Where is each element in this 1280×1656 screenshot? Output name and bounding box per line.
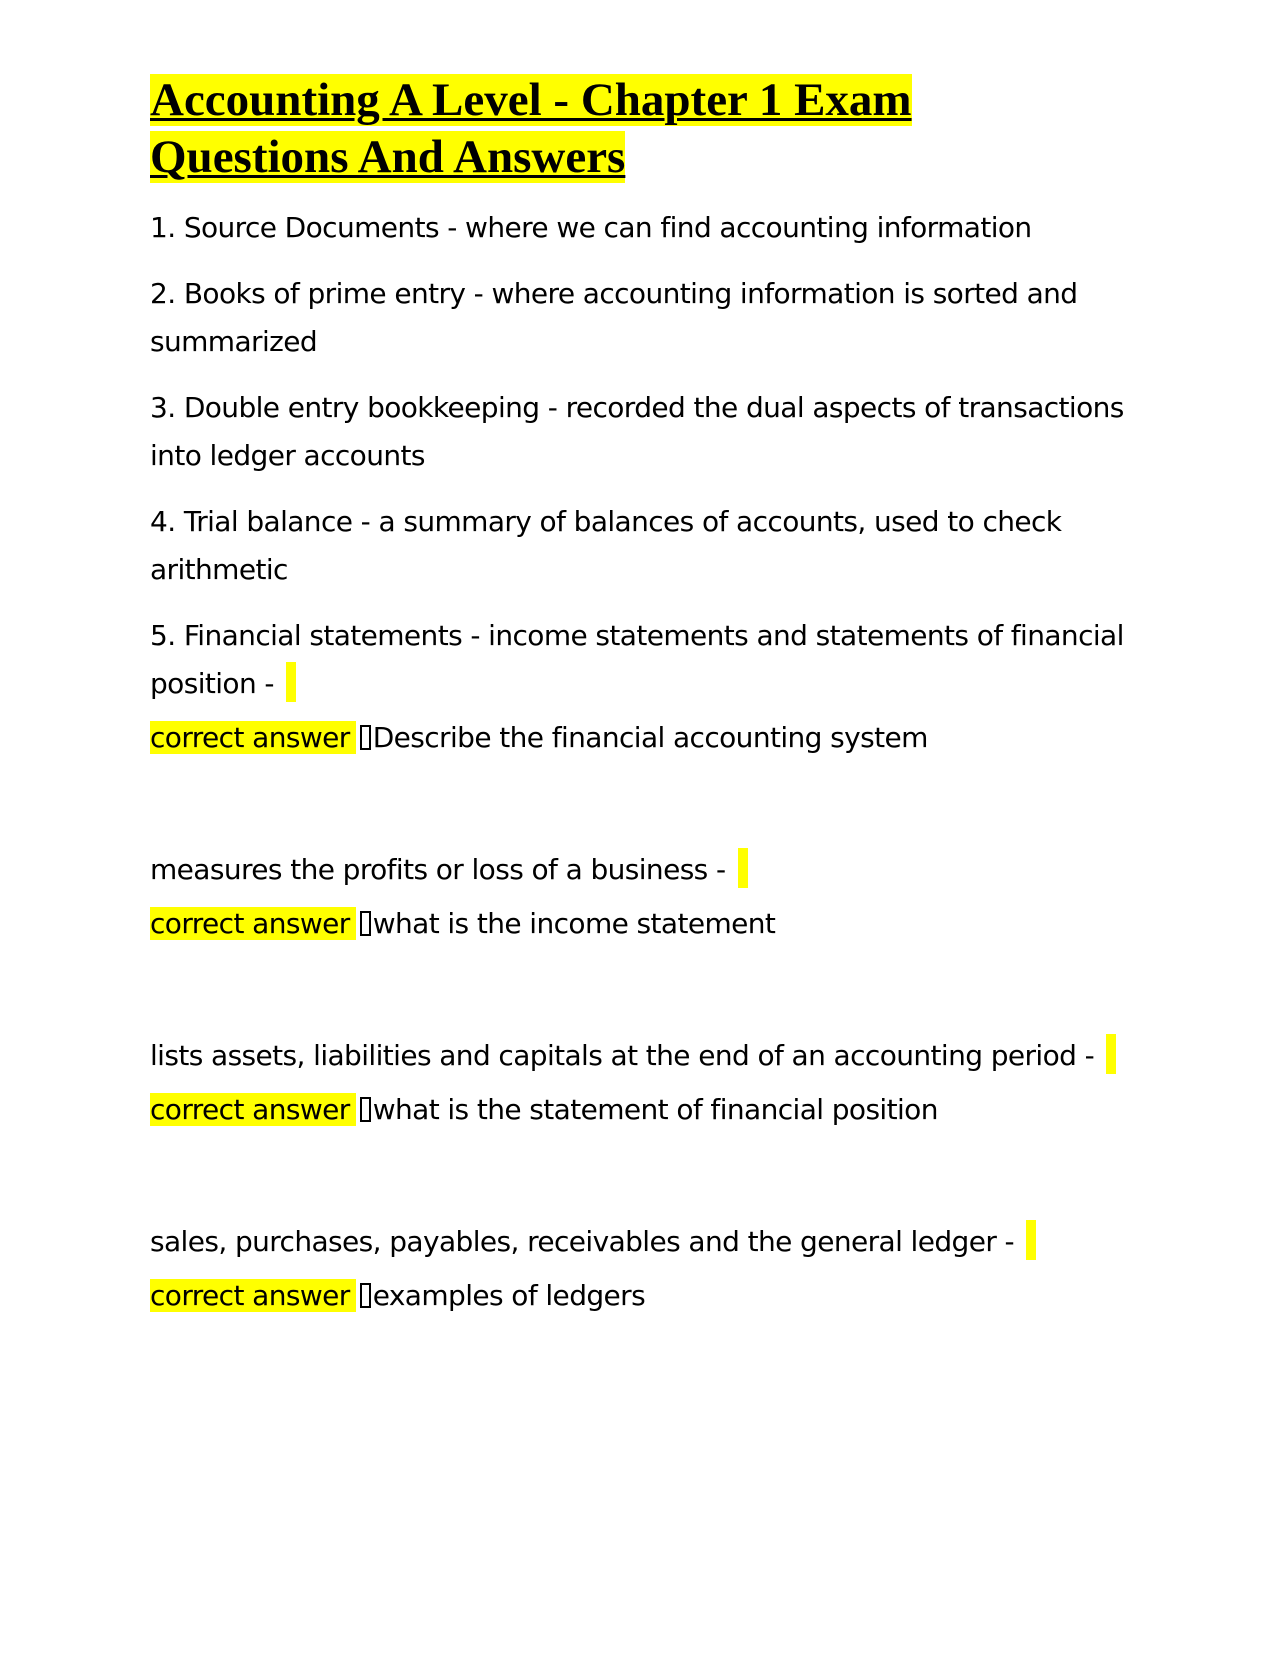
question-text xyxy=(150,1218,1130,1266)
answer-text: examples of ledgers xyxy=(372,1279,646,1312)
question-text xyxy=(150,1032,1130,1080)
answer-label: correct answer xyxy=(150,1093,356,1126)
answer-label: correct answer xyxy=(150,907,356,940)
qa-entry xyxy=(150,1032,1130,1134)
qa-entry xyxy=(150,1218,1130,1320)
answer-line xyxy=(150,1272,1130,1320)
question-text xyxy=(150,846,1130,894)
question-text-content: lists assets, liabilities and capitals at the end of an accounting period - xyxy=(150,1039,1103,1072)
highlight-mark xyxy=(286,662,296,702)
answer-label: correct answer xyxy=(150,1279,356,1312)
answer-text: what is the statement of financial position xyxy=(372,1093,938,1126)
document-title xyxy=(150,72,1130,186)
missing-glyph-box-icon xyxy=(360,725,371,750)
qa-entry xyxy=(150,714,1130,762)
highlight-mark xyxy=(1106,1034,1116,1074)
qa-entry xyxy=(150,846,1130,948)
question-text-content: measures the profits or loss of a business - xyxy=(150,853,734,886)
list-item-text: 5. Financial statements - income statements and statements of financial position - xyxy=(150,619,1124,700)
missing-glyph-box-icon xyxy=(360,1097,371,1122)
question-text-content: sales, purchases, payables, receivables and the general ledger - xyxy=(150,1225,1023,1258)
list-item-text: 4. Trial balance - a summary of balances of accounts, used to check arithmetic xyxy=(150,505,1062,586)
list-item-text: 1. Source Documents - where we can find accounting information xyxy=(150,211,1032,244)
answer-text: what is the income statement xyxy=(372,907,776,940)
list-item xyxy=(150,270,1130,366)
list-item xyxy=(150,384,1130,480)
list-item xyxy=(150,498,1130,594)
numbered-list xyxy=(150,204,1130,708)
answer-line xyxy=(150,1086,1130,1134)
document-content xyxy=(150,72,1130,1320)
highlight-mark xyxy=(1026,1220,1036,1260)
missing-glyph-box-icon xyxy=(360,1283,371,1308)
list-item xyxy=(150,612,1130,708)
answer-text: Describe the financial accounting system xyxy=(372,721,928,754)
list-item xyxy=(150,204,1130,252)
answer-line xyxy=(150,714,1130,762)
list-item-text: 2. Books of prime entry - where accounting information is sorted and summarized xyxy=(150,277,1078,358)
missing-glyph-box-icon xyxy=(360,911,371,936)
title-line-1: Accounting A Level - Chapter 1 Exam xyxy=(150,74,912,126)
answer-label: correct answer xyxy=(150,721,356,754)
highlight-mark xyxy=(738,848,748,888)
answer-line xyxy=(150,900,1130,948)
list-item-text: 3. Double entry bookkeeping - recorded the dual aspects of transactions into ledger accounts xyxy=(150,391,1124,472)
title-line-2: Questions And Answers xyxy=(150,131,626,183)
